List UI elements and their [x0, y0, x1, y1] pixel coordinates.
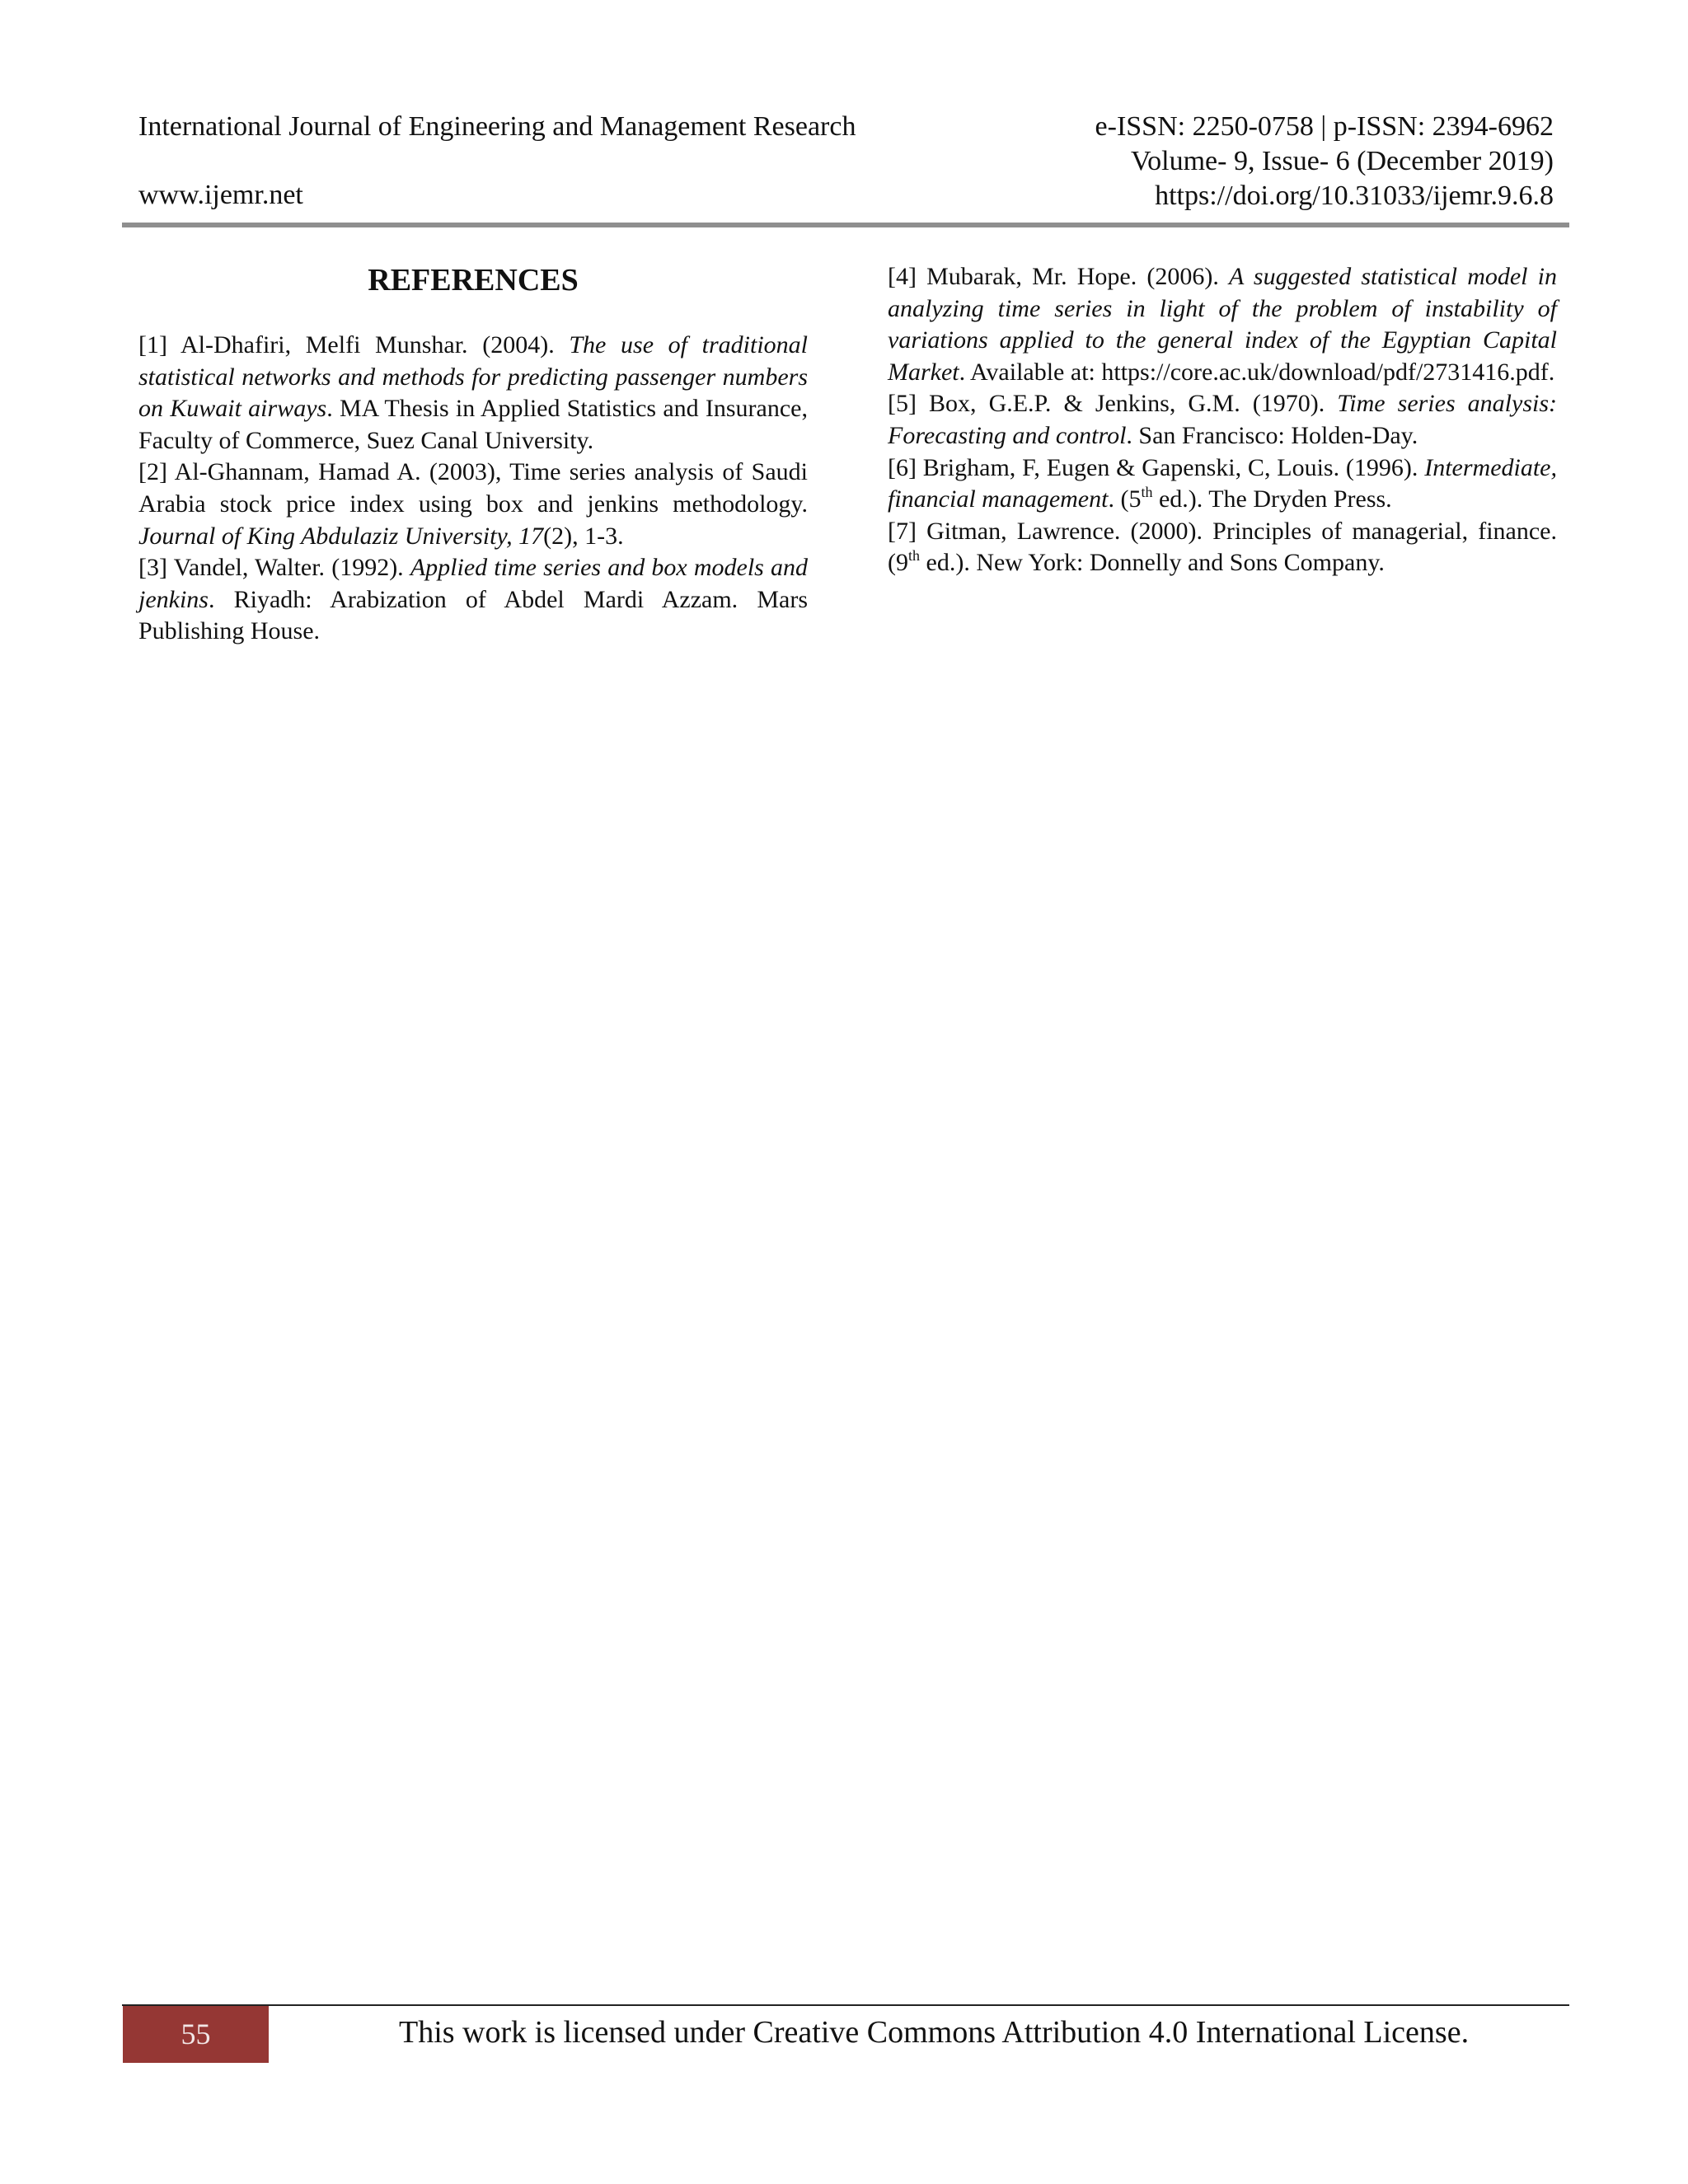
- reference-text: [7] Gitman, Lawrence. (2000). Principles of managerial, finance. (9: [888, 517, 1557, 577]
- references-right-column: [888, 261, 1557, 579]
- reference-title: Applied time series and box models and jenkins: [138, 554, 809, 613]
- reference-item: [888, 261, 1557, 388]
- reference-text: (2), 1-3.: [543, 522, 624, 550]
- license-notice: This work is licensed under Creative Commons Attribution 4.0 International License.: [399, 2015, 1470, 2050]
- reference-item: [138, 457, 808, 552]
- header-issn: e-ISSN: 2250-0758 | p-ISSN: 2394-6962: [1095, 111, 1554, 142]
- references-heading: REFERENCES: [368, 263, 579, 298]
- page-number-box: 55: [123, 2006, 269, 2063]
- reference-text: [5] Box, G.E.P. & Jenkins, G.M. (1970).: [888, 390, 1338, 418]
- reference-text: [2] Al-Ghannam, Hamad A. (2003), Time series analysis of Saudi Arabia stock price index using box and jenkins methodology.: [138, 458, 808, 518]
- ordinal-superscript: th: [1141, 484, 1153, 501]
- reference-title: Time series analysis: Forecasting and control: [888, 390, 1557, 449]
- footer-divider: [122, 2004, 1569, 2006]
- header-divider: [122, 223, 1569, 227]
- reference-title: Intermediate, financial management: [888, 453, 1557, 513]
- reference-title: Journal of King Abdulaziz University, 17: [138, 522, 544, 550]
- reference-text: . MA Thesis in Applied Statistics and Insurance, Faculty of Commerce, Suez Canal University.: [138, 395, 808, 454]
- reference-item: [888, 452, 1557, 516]
- reference-text: [3] Vandel, Walter. (1992).: [138, 554, 410, 582]
- reference-item: [138, 330, 808, 457]
- reference-text: ed.). New York: Donnelly and Sons Company.: [920, 549, 1385, 577]
- reference-text: [4] Mubarak, Mr. Hope. (2006).: [888, 263, 1229, 290]
- header-right-block: [1095, 110, 1554, 213]
- reference-title: A suggested statistical model in analyzing time series in light of the problem of instability of variations applied to the general index of the Egyptian Capital Market: [888, 263, 1557, 386]
- ordinal-superscript: th: [908, 547, 921, 565]
- reference-text: . (5: [1108, 485, 1142, 513]
- reference-title: The use of traditional statistical networks and methods for predicting passenger numbers on Kuwait airways: [138, 331, 808, 423]
- reference-text: . San Francisco: Holden-Day.: [1126, 421, 1418, 449]
- reference-text: [6] Brigham, F, Eugen & Gapenski, C, Louis. (1996).: [888, 453, 1425, 481]
- header-volume: Volume- 9, Issue- 6 (December 2019): [1130, 146, 1554, 176]
- reference-item: [138, 552, 808, 648]
- header-doi: https://doi.org/10.31033/ijemr.9.6.8: [1155, 180, 1554, 211]
- reference-text: . Available at: https://core.ac.uk/download/pdf/2731416.pdf.: [959, 358, 1555, 386]
- header-journal-title: International Journal of Engineering and Management Research: [138, 111, 856, 142]
- reference-item: [888, 388, 1557, 452]
- header-website: www.ijemr.net: [138, 180, 303, 210]
- reference-text: . Riyadh: Arabization of Abdel Mardi Azzam. Mars Publishing House.: [138, 585, 808, 645]
- reference-text: ed.). The Dryden Press.: [1152, 485, 1392, 513]
- reference-item: [888, 516, 1557, 579]
- reference-text: [1] Al-Dhafiri, Melfi Munshar. (2004).: [138, 331, 570, 359]
- references-left-column: [138, 255, 808, 648]
